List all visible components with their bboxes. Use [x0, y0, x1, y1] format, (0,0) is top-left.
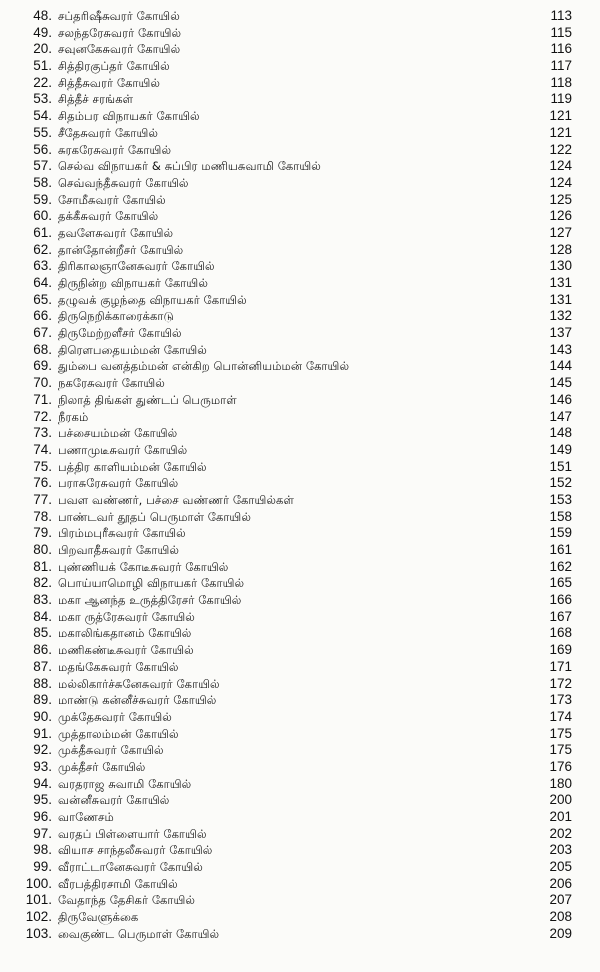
- entry-title: தும்பை வனத்தம்மன் என்கிற பொன்னியம்மன் கோயில்: [58, 359, 350, 374]
- toc-entry: [0, 358, 600, 375]
- entry-title: பொய்யாமொழி விநாயகர் கோயில்: [58, 576, 245, 591]
- entry-title: திருவேளுக்கை: [58, 910, 139, 925]
- toc-entry: [0, 91, 600, 108]
- entry-page-number: 152: [549, 475, 572, 491]
- entry-title: திரிகாலஞானேசுவரர் கோயில்: [58, 259, 215, 274]
- entry-page-number: 146: [549, 391, 572, 407]
- entry-number: 54.: [33, 108, 52, 124]
- entry-page-number: 175: [549, 742, 572, 758]
- entry-title: வைகுண்ட பெருமாள் கோயில்: [58, 926, 220, 941]
- toc-entry: [0, 225, 600, 242]
- toc-entry: [0, 342, 600, 359]
- entry-page-number: 201: [549, 809, 572, 824]
- entry-title: சப்தரிஷீசுவரர் கோயில்: [58, 9, 180, 23]
- entry-title: பராசுரேசுவரர் கோயில்: [58, 476, 179, 491]
- entry-number: 97.: [33, 825, 52, 841]
- toc-entry: [0, 726, 600, 743]
- entry-page-number: 137: [549, 325, 572, 341]
- entry-number: 59.: [33, 191, 52, 207]
- toc-entry: [0, 826, 600, 843]
- entry-page-number: 122: [549, 141, 572, 157]
- entry-page-number: 116: [550, 41, 572, 57]
- entry-page-number: 121: [549, 108, 572, 124]
- entry-page-number: 174: [549, 708, 572, 724]
- entry-number: 101.: [25, 892, 52, 908]
- entry-number: 92.: [33, 742, 52, 758]
- entry-title: பத்திர காளியம்மன் கோயில்: [58, 459, 207, 474]
- entry-number: 100.: [25, 875, 52, 891]
- toc-entry: [0, 625, 600, 642]
- toc-entry: [0, 642, 600, 659]
- entry-page-number: 176: [549, 758, 572, 774]
- entry-page-number: 180: [549, 775, 572, 791]
- entry-title: பாண்டவர் தூதப் பெருமாள் கோயில்: [58, 509, 251, 524]
- entry-number: 98.: [33, 842, 52, 858]
- entry-number: 99.: [33, 859, 52, 875]
- entry-number: 89.: [33, 692, 52, 708]
- entry-title: சோமீசுவரர் கோயில்: [58, 192, 166, 207]
- entry-title: தான்தோன்றீசர் கோயில்: [58, 242, 184, 257]
- toc-entry: [0, 475, 600, 492]
- entry-page-number: 149: [549, 441, 572, 457]
- entry-page-number: 148: [549, 425, 572, 441]
- entry-page-number: 208: [549, 909, 572, 925]
- entry-page-number: 126: [549, 208, 572, 224]
- entry-number: 68.: [33, 341, 52, 357]
- entry-number: 53.: [33, 91, 52, 107]
- toc-entry: [0, 208, 600, 225]
- toc-entry: [0, 742, 600, 759]
- toc-entry: [0, 292, 600, 309]
- entry-page-number: 173: [549, 692, 572, 708]
- entry-title: சவுனகேசுவரர் கோயில்: [58, 42, 181, 57]
- toc-entry: [0, 859, 600, 876]
- entry-page-number: 165: [549, 575, 572, 591]
- entry-title: தவளேசுவரர் கோயில்: [58, 225, 174, 240]
- toc-entry: [0, 375, 600, 392]
- entry-page-number: 175: [549, 725, 572, 741]
- entry-title: சுரகரேசுவரர் கோயில்: [58, 142, 172, 157]
- entry-page-number: 121: [549, 124, 572, 140]
- entry-page-number: 113: [550, 8, 572, 23]
- entry-title: நகரேசுவரர் கோயில்: [58, 376, 165, 391]
- entry-number: 62.: [33, 241, 52, 257]
- entry-title: மகா ஆனந்த உருத்திரேசர் கோயில்: [58, 593, 242, 608]
- entry-title: நீரகம்: [58, 409, 89, 424]
- toc-entry: [0, 926, 600, 943]
- toc-entry: [0, 609, 600, 626]
- entry-number: 64.: [33, 275, 52, 290]
- entry-page-number: 124: [549, 174, 572, 190]
- toc-entry: [0, 876, 600, 893]
- entry-number: 81.: [33, 558, 52, 574]
- toc-entry: [0, 392, 600, 409]
- entry-title: தழுவக் குழந்தை விநாயகர் கோயில்: [58, 292, 247, 307]
- entry-page-number: 202: [549, 825, 572, 841]
- entry-title: பவள வண்ணர், பச்சை வண்ணர் கோயில்கள்: [58, 492, 294, 507]
- entry-number: 56.: [33, 141, 52, 157]
- entry-page-number: 118: [550, 74, 572, 90]
- entry-number: 22.: [33, 74, 52, 90]
- entry-page-number: 128: [549, 241, 572, 257]
- entry-title: சிதம்பர விநாயகர் கோயில்: [58, 109, 200, 124]
- entry-number: 51.: [33, 58, 52, 74]
- entry-page-number: 131: [549, 291, 572, 307]
- entry-title: நிலாத் திங்கள் துண்டப் பெருமாள்: [58, 392, 237, 407]
- entry-number: 58.: [33, 174, 52, 190]
- entry-page-number: 168: [549, 625, 572, 641]
- entry-number: 83.: [33, 592, 52, 608]
- toc-entry: [0, 559, 600, 576]
- entry-page-number: 131: [549, 275, 572, 290]
- toc-entry: [0, 809, 600, 826]
- entry-number: 95.: [33, 792, 52, 808]
- entry-number: 48.: [33, 8, 52, 23]
- entry-number: 70.: [33, 375, 52, 391]
- entry-title: திருநின்ற விநாயகர் கோயில்: [58, 276, 208, 290]
- entry-number: 61.: [33, 224, 52, 240]
- entry-number: 82.: [33, 575, 52, 591]
- entry-page-number: 124: [549, 158, 572, 174]
- entry-page-number: 147: [549, 408, 572, 424]
- toc-entry: [0, 75, 600, 92]
- entry-title: வரதப் பிள்ளையார் கோயில்: [58, 826, 207, 841]
- entry-page-number: 167: [549, 608, 572, 624]
- toc-entry: [0, 909, 600, 926]
- entry-title: சலந்தரேசுவரர் கோயில்: [58, 25, 182, 40]
- entry-title: பச்சையம்மன் கோயில்: [58, 426, 178, 441]
- entry-title: செவ்வந்தீசுவரர் கோயில்: [58, 175, 189, 190]
- toc-entry: [0, 142, 600, 159]
- entry-title: வன்னீசுவரர் கோயில்: [58, 793, 170, 808]
- toc-entry: [0, 125, 600, 142]
- toc-entry: [0, 58, 600, 75]
- entry-number: 60.: [33, 208, 52, 224]
- entry-page-number: 117: [550, 58, 572, 74]
- toc-entry: [0, 425, 600, 442]
- entry-page-number: 169: [549, 642, 572, 658]
- entry-title: பிறவாதீசுவரர் கோயில்: [58, 543, 180, 557]
- entry-page-number: 205: [549, 859, 572, 875]
- toc-entry: [0, 108, 600, 125]
- entry-page-number: 115: [550, 24, 572, 40]
- entry-title: மாண்டு கன்னீச்சுவரர் கோயில்: [58, 693, 217, 708]
- entry-page-number: 144: [549, 358, 572, 374]
- table-of-contents: [0, 8, 600, 943]
- entry-number: 87.: [33, 658, 52, 674]
- entry-page-number: 145: [549, 375, 572, 391]
- entry-number: 73.: [33, 425, 52, 441]
- entry-page-number: 158: [549, 508, 572, 524]
- toc-entry: [0, 492, 600, 509]
- entry-title: வேதாந்த தேசிகர் கோயில்: [58, 893, 196, 908]
- entry-title: மதங்கேசுவரர் கோயில்: [58, 659, 179, 674]
- entry-title: முக்தீசர் கோயில்: [58, 759, 146, 774]
- entry-title: தக்கீசுவரர் கோயில்: [58, 209, 159, 224]
- entry-number: 102.: [25, 909, 52, 925]
- entry-number: 69.: [33, 358, 52, 374]
- entry-number: 85.: [33, 625, 52, 641]
- entry-title: திருமேற்றளீசர் கோயில்: [58, 326, 182, 341]
- entry-title: வாணேசம்: [58, 810, 114, 824]
- entry-title: வியாச சாந்தலீசுவரர் கோயில்: [58, 843, 213, 858]
- entry-number: 76.: [33, 475, 52, 491]
- entry-number: 93.: [33, 758, 52, 774]
- entry-number: 78.: [33, 508, 52, 524]
- toc-entry: [0, 542, 600, 559]
- entry-title: பணாமுடீசுவரர் கோயில்: [58, 442, 188, 457]
- entry-page-number: 172: [549, 675, 572, 691]
- entry-number: 80.: [33, 542, 52, 557]
- entry-page-number: 151: [549, 458, 572, 474]
- entry-page-number: 171: [549, 658, 572, 674]
- toc-entry: [0, 759, 600, 776]
- toc-entry: [0, 409, 600, 426]
- toc-entry: [0, 592, 600, 609]
- toc-entry: [0, 892, 600, 909]
- entry-page-number: 166: [549, 592, 572, 608]
- entry-title: முத்தாலம்மன் கோயில்: [58, 726, 179, 741]
- entry-number: 75.: [33, 458, 52, 474]
- toc-entry: [0, 325, 600, 342]
- entry-number: 79.: [33, 525, 52, 541]
- entry-title: சித்தீச் சரங்கள்: [58, 92, 134, 107]
- entry-title: சித்திரகுப்தர் கோயில்: [58, 59, 170, 74]
- toc-entry: [0, 659, 600, 676]
- toc-entry: [0, 792, 600, 809]
- entry-number: 103.: [25, 925, 52, 941]
- entry-page-number: 159: [549, 525, 572, 541]
- entry-title: வீராட்டானேசுவரர் கோயில்: [58, 860, 203, 875]
- toc-entry: [0, 242, 600, 259]
- entry-title: மகாலிங்கதானம் கோயில்: [58, 626, 192, 641]
- entry-number: 65.: [33, 291, 52, 307]
- entry-page-number: 119: [550, 91, 572, 107]
- toc-entry: [0, 275, 600, 292]
- toc-entry: [0, 158, 600, 175]
- entry-number: 67.: [33, 325, 52, 341]
- toc-entry: [0, 692, 600, 709]
- entry-title: திரௌபதையம்மன் கோயில்: [58, 342, 207, 357]
- entry-title: வரதராஜ சுவாமி கோயில்: [58, 776, 192, 791]
- entry-number: 88.: [33, 675, 52, 691]
- entry-title: புண்ணியக் கோடீசுவரர் கோயில்: [58, 559, 229, 574]
- toc-entry: [0, 525, 600, 542]
- entry-number: 66.: [33, 308, 52, 324]
- entry-page-number: 132: [549, 308, 572, 324]
- entry-title: மணிகண்டீசுவரர் கோயில்: [58, 643, 194, 658]
- entry-page-number: 161: [549, 542, 572, 557]
- toc-entry: [0, 776, 600, 793]
- entry-title: மகா ருத்ரேசுவரர் கோயில்: [58, 609, 195, 624]
- entry-number: 71.: [33, 391, 52, 407]
- entry-number: 91.: [33, 725, 52, 741]
- entry-page-number: 162: [549, 558, 572, 574]
- entry-title: சீதேசுவரர் கோயில்: [58, 125, 159, 140]
- entry-title: வீரபத்திரசாமி கோயில்: [58, 876, 178, 891]
- toc-entry: [0, 676, 600, 693]
- entry-number: 86.: [33, 642, 52, 658]
- entry-page-number: 125: [549, 191, 572, 207]
- toc-entry: [0, 709, 600, 726]
- entry-page-number: 143: [549, 341, 572, 357]
- entry-page-number: 209: [549, 925, 572, 941]
- toc-entry: [0, 258, 600, 275]
- entry-title: திருநெறிக்காரைக்காடு: [58, 309, 174, 324]
- toc-entry: [0, 175, 600, 192]
- entry-page-number: 206: [549, 875, 572, 891]
- entry-number: 96.: [33, 809, 52, 824]
- entry-title: சித்தீசுவரர் கோயில்: [58, 75, 161, 90]
- toc-entry: [0, 459, 600, 476]
- toc-entry: [0, 308, 600, 325]
- toc-entry: [0, 842, 600, 859]
- entry-title: முக்தீசுவரர் கோயில்: [58, 743, 164, 758]
- toc-entry: [0, 25, 600, 42]
- entry-title: செல்வ விநாயகர் & சுப்பிர மணியசுவாமி கோயில்: [58, 159, 321, 174]
- entry-number: 84.: [33, 608, 52, 624]
- toc-entry: [0, 575, 600, 592]
- toc-entry: [0, 509, 600, 526]
- entry-number: 49.: [33, 24, 52, 40]
- entry-title: பிரம்மபுரீசுவரர் கோயில்: [58, 526, 186, 541]
- entry-number: 77.: [33, 491, 52, 507]
- entry-number: 72.: [33, 408, 52, 424]
- toc-entry: [0, 8, 600, 25]
- entry-page-number: 200: [549, 792, 572, 808]
- entry-number: 90.: [33, 708, 52, 724]
- entry-number: 20.: [33, 41, 52, 57]
- entry-number: 94.: [33, 775, 52, 791]
- entry-page-number: 127: [549, 224, 572, 240]
- toc-entry: [0, 192, 600, 209]
- entry-page-number: 153: [549, 491, 572, 507]
- entry-page-number: 130: [549, 258, 572, 274]
- entry-title: மல்லிகார்ச்சுனேசுவரர் கோயில்: [58, 676, 220, 691]
- toc-entry: [0, 41, 600, 58]
- entry-number: 74.: [33, 441, 52, 457]
- toc-entry: [0, 442, 600, 459]
- entry-page-number: 207: [549, 892, 572, 908]
- entry-number: 57.: [33, 158, 52, 174]
- entry-title: முக்தேசுவரர் கோயில்: [58, 709, 172, 724]
- entry-page-number: 203: [549, 842, 572, 858]
- entry-number: 55.: [33, 124, 52, 140]
- entry-number: 63.: [33, 258, 52, 274]
